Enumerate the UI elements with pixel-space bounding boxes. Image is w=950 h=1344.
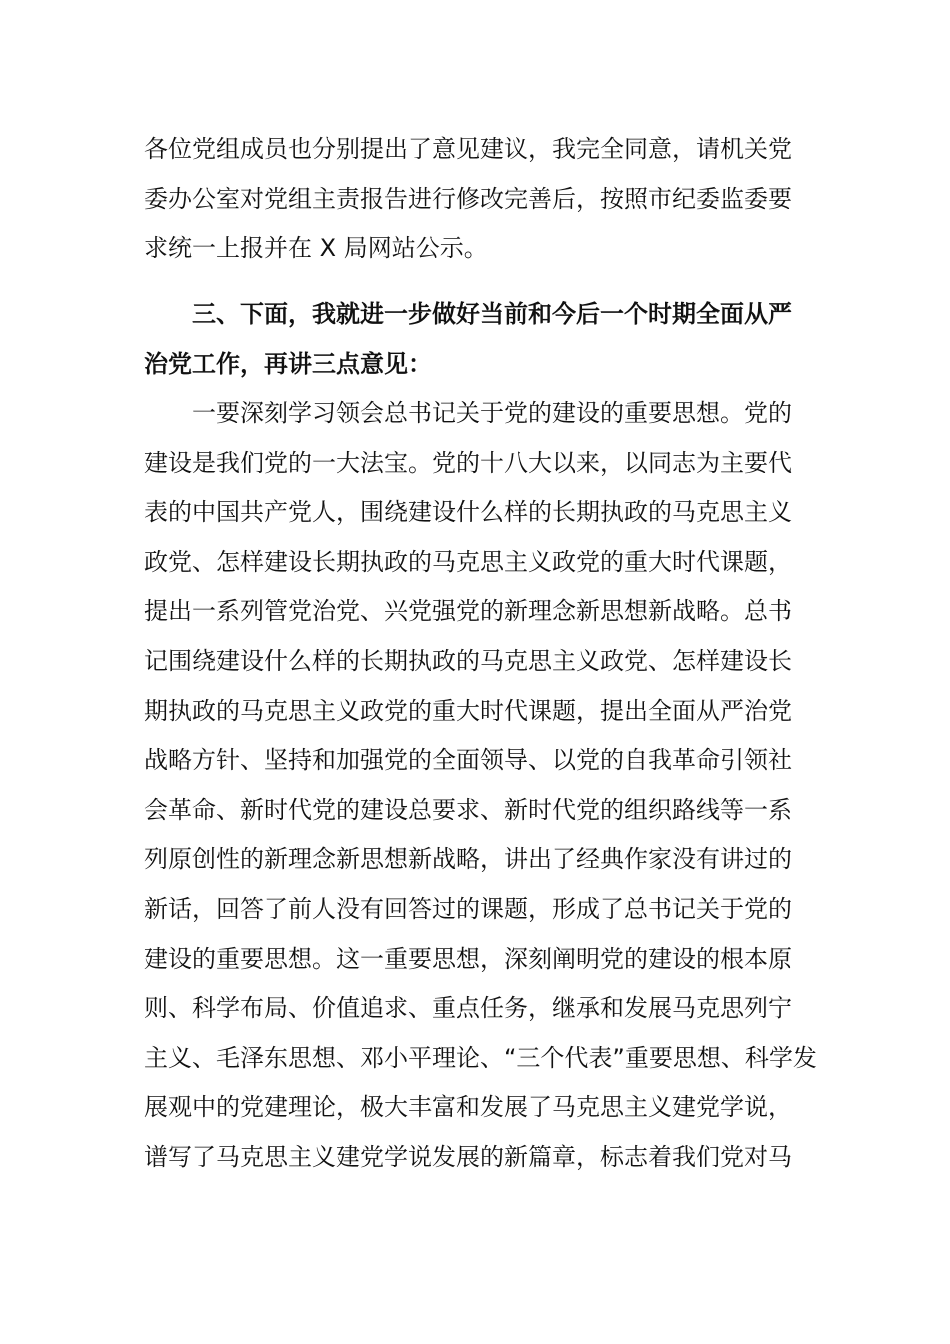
paragraph-2-line-16: 谱写了马克思主义建党学说发展的新篇章，标志着我们党对马 [144, 1142, 792, 1171]
section-3-heading-line-2: 治党工作，再讲三点意见： [144, 349, 432, 378]
paragraph-2-line-11: 新话，回答了前人没有回答过的课题，形成了总书记关于党的 [144, 894, 792, 923]
paragraph-2-line-8: 战略方针、坚持和加强党的全面领导、以党的自我革命引领社 [144, 746, 792, 775]
paragraph-2-line-7: 期执政的马克思主义政党的重大时代课题，提出全面从严治党 [144, 696, 792, 725]
paragraph-2-line-9: 会革命、新时代党的建设总要求、新时代党的组织路线等一系 [144, 795, 792, 824]
paragraph-2-line-10: 列原创性的新理念新思想新战略，讲出了经典作家没有讲过的 [144, 845, 792, 874]
paragraph-2 [144, 389, 817, 1183]
paragraph-2-line-1: 一要深刻学习领会总书记关于党的建设的重要思想。党的 [144, 399, 792, 427]
paragraph-2-line-13: 则、科学布局、价值追求、重点任务，继承和发展马克思列宁 [144, 994, 792, 1023]
paragraph-2-line-12: 建设的重要思想。这一重要思想，深刻阐明党的建设的根本原 [144, 944, 792, 973]
section-3-heading-line-1: 三、下面，我就进一步做好当前和今后一个时期全面从严 [144, 300, 792, 328]
paragraph-2-line-6: 记围绕建设什么样的长期执政的马克思主义政党、怎样建设长 [144, 646, 792, 675]
paragraph-2-line-14: 主义、毛泽东思想、邓小平理论、“三个代表”重要思想、科学发 [144, 1043, 817, 1072]
paragraph-2-line-3: 表的中国共产党人，围绕建设什么样的长期执政的马克思主义 [144, 498, 792, 527]
section-3-heading [144, 290, 808, 389]
paragraph-2-line-2: 建设是我们党的一大法宝。党的十八大以来，以同志为主要代 [144, 448, 792, 477]
paragraph-1-line-3: 求统一上报并在 X 局网站公示。 [144, 234, 488, 263]
paragraph-2-line-5: 提出一系列管党治党、兴党强党的新理念新思想新战略。总书 [144, 597, 792, 626]
paragraph-1 [144, 125, 808, 274]
paragraph-2-line-15: 展观中的党建理论，极大丰富和发展了马克思主义建党学说， [144, 1093, 792, 1122]
paragraph-2-line-4: 政党、怎样建设长期执政的马克思主义政党的重大时代课题， [144, 547, 792, 576]
paragraph-1-line-2: 委办公室对党组主责报告进行修改完善后，按照市纪委监委要 [144, 184, 792, 213]
paragraph-1-line-1: 各位党组成员也分别提出了意见建议，我完全同意，请机关党 [144, 135, 792, 163]
